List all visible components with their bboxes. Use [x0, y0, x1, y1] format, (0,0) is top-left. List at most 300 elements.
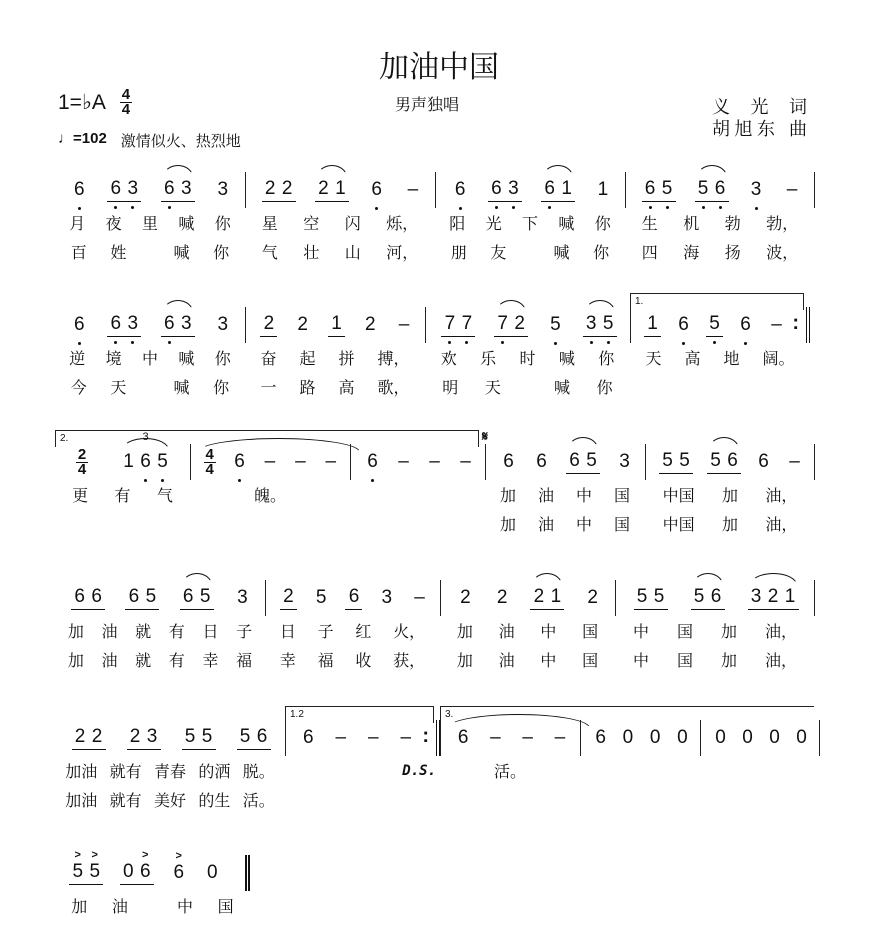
note-digit: 6	[256, 726, 268, 747]
lyric-syllable: 加	[67, 624, 84, 641]
note-group	[161, 178, 195, 202]
note-group	[214, 179, 231, 201]
accent-icon: >	[175, 850, 182, 862]
slur-arc	[693, 573, 723, 585]
note-group	[530, 586, 564, 610]
note-group	[647, 727, 664, 749]
lyric-line-2	[245, 237, 435, 266]
note-digit: 6	[163, 313, 175, 334]
note	[739, 727, 756, 749]
note	[107, 313, 124, 335]
note-digit: 6	[454, 179, 466, 200]
note-digit: 2	[533, 586, 545, 607]
measure-notes	[700, 720, 820, 756]
note-digit: 5	[199, 586, 211, 607]
note-group	[500, 451, 517, 473]
note-digit: 6	[569, 450, 580, 471]
measure	[245, 307, 425, 401]
volta-bracket: 1.	[630, 293, 804, 310]
lyric-syllable: 有	[114, 488, 131, 505]
lyric-syllable: 地	[723, 351, 740, 368]
low-octave-dot	[161, 479, 164, 482]
lyric-line-2	[425, 372, 630, 401]
sustain-dash	[519, 727, 536, 749]
note	[458, 313, 475, 335]
sustain-dash	[426, 451, 443, 473]
sustain-dash	[365, 727, 382, 749]
note	[279, 178, 296, 200]
time-signature	[120, 88, 132, 117]
note-group	[315, 178, 349, 202]
note-digit: 6	[371, 179, 382, 200]
note-group	[71, 586, 105, 610]
note-digit: 3	[217, 179, 229, 200]
note	[675, 314, 692, 336]
lyric-syllable: 空	[303, 216, 320, 233]
lyric-syllable: 就有	[109, 764, 142, 781]
note-digit: 5	[602, 313, 614, 334]
lyric-syllable: 加	[499, 488, 516, 505]
measure-notes	[350, 444, 485, 480]
sustain-dash	[411, 587, 428, 609]
lyric-syllable: 下	[521, 216, 538, 233]
note	[724, 450, 741, 472]
lyric-syllable: 中国	[662, 488, 695, 505]
note	[199, 726, 216, 748]
note-digit: 3	[217, 314, 229, 335]
note-group	[332, 727, 349, 749]
note-digit: 3	[180, 178, 192, 199]
note	[712, 727, 729, 749]
measure-notes	[55, 172, 245, 208]
low-octave-dot	[465, 341, 468, 344]
low-octave-dot	[459, 207, 462, 210]
note	[708, 586, 725, 608]
note-group	[793, 727, 810, 749]
lyric-syllable: 海	[683, 245, 700, 262]
note-digit: 6	[74, 586, 85, 607]
lyric-syllable: 歌，	[377, 380, 410, 397]
note	[142, 586, 159, 608]
note-digit: 5	[72, 861, 84, 882]
lyric-line-2	[265, 645, 440, 674]
lyric-line-2	[55, 509, 190, 538]
lyric-syllable: 美好	[153, 793, 186, 810]
lyric-syllable: 国	[613, 517, 630, 534]
note	[558, 178, 575, 200]
note-digit: 2	[297, 314, 308, 335]
note-group	[541, 178, 575, 202]
note	[674, 727, 691, 749]
expression-text: 激情似火、热烈地	[120, 133, 241, 150]
lyric-line-1	[615, 616, 815, 645]
note-digit: –	[335, 727, 347, 748]
lyric-syllable: 福	[236, 653, 253, 670]
lyric-syllable: 你	[213, 245, 230, 262]
low-octave-dot	[144, 479, 147, 482]
note	[161, 313, 178, 335]
note-digit: 0	[122, 861, 134, 882]
slur-arc	[163, 165, 193, 177]
note	[494, 587, 511, 609]
sustain-dash	[551, 727, 568, 749]
lyric-syllable: 阔。	[762, 351, 795, 368]
lyric-syllable: 山	[344, 245, 361, 262]
note-group	[659, 450, 693, 474]
measure-notes	[285, 720, 440, 756]
slur-arc	[496, 300, 526, 312]
note	[254, 726, 271, 748]
lyric-syllable: 你	[593, 245, 610, 262]
low-octave-dot	[168, 206, 171, 209]
lyric-syllable: 时	[519, 351, 536, 368]
note-digit: –	[789, 451, 800, 472]
lyric-line-1	[245, 208, 435, 237]
note-group	[234, 587, 251, 609]
lyric-syllable: 子	[317, 624, 334, 641]
low-octave-dot	[78, 342, 81, 345]
note	[647, 727, 664, 749]
note-group	[127, 726, 161, 750]
lyric-syllable: 加	[71, 899, 88, 916]
lyric-line-1	[580, 756, 700, 785]
performance-type: 男声独唱	[395, 97, 460, 114]
note-group	[262, 178, 296, 202]
low-octave-dot	[607, 341, 610, 344]
note	[161, 178, 178, 200]
note-digit: 5	[239, 726, 251, 747]
note-group	[107, 178, 141, 202]
lyric-syllable: 脱。	[242, 764, 275, 781]
note-group	[755, 451, 772, 473]
note-digit: 6	[740, 314, 751, 335]
low-octave-dot	[501, 341, 504, 344]
volta-bracket: 3.	[440, 706, 814, 723]
note-group	[768, 314, 785, 336]
low-octave-dot	[554, 342, 557, 345]
measure-notes	[645, 444, 815, 480]
note	[107, 178, 124, 200]
lyric-syllable: 扬	[724, 245, 741, 262]
lyric-line-2	[645, 509, 815, 538]
lyric-syllable: 中国	[662, 517, 695, 534]
note	[71, 586, 88, 608]
note	[89, 726, 106, 748]
note	[260, 313, 277, 335]
measure-notes	[440, 580, 615, 616]
time-numerator: 4	[205, 445, 214, 463]
note-digit: 6	[302, 727, 314, 748]
note	[455, 727, 472, 749]
note-digit: 5	[661, 178, 673, 199]
note-digit: –	[407, 179, 419, 200]
note-group	[592, 727, 609, 749]
staff-row-6	[55, 839, 250, 920]
lyric-line-1	[55, 480, 190, 509]
note-digit: 6	[457, 727, 469, 748]
lyric-syllable: 天	[110, 380, 127, 397]
lyric-syllable: 朋	[450, 245, 467, 262]
note-group	[368, 179, 385, 201]
lyric-syllable: 油	[498, 624, 515, 641]
lyric-syllable: 河，	[386, 245, 419, 262]
note-digit: 3	[127, 178, 139, 199]
slur-arc	[532, 573, 562, 585]
note	[345, 586, 362, 608]
note-group	[691, 586, 725, 610]
lyric-syllable: 你	[598, 351, 615, 368]
note-group	[292, 451, 309, 473]
lyric-syllable: 国	[676, 624, 693, 641]
lyric-syllable: 加	[720, 624, 737, 641]
lyric-syllable: 活。	[242, 793, 275, 810]
slur-arc	[182, 573, 212, 585]
staff-row-4	[55, 564, 815, 674]
note	[566, 450, 583, 472]
sustain-dash	[768, 314, 785, 336]
lyric-syllable: 友	[490, 245, 507, 262]
note-group	[396, 314, 413, 336]
staff-row-2	[55, 291, 810, 401]
lyric-line-2	[350, 509, 485, 538]
note-group	[706, 313, 723, 337]
note-digit: 0	[715, 727, 726, 748]
note	[315, 178, 332, 200]
note-digit: 3	[619, 451, 630, 472]
note-group	[362, 314, 379, 336]
lyric-syllable: 高	[338, 380, 355, 397]
lyric-syllable: 奋	[260, 351, 277, 368]
note	[619, 727, 636, 749]
measure	[440, 720, 580, 814]
lyric-syllable: 你	[214, 216, 231, 233]
note-digit: 6	[110, 313, 122, 334]
lyric-line-2	[630, 372, 810, 401]
sustain-dash	[397, 727, 414, 749]
note-digit: –	[400, 727, 412, 748]
note	[511, 313, 528, 335]
measure-notes	[55, 720, 285, 756]
note-group	[125, 586, 159, 610]
key-signature	[58, 88, 132, 117]
note-digit: 2	[514, 313, 525, 334]
slur-arc	[750, 573, 797, 585]
staff-row-5	[55, 704, 820, 814]
note-digit: 7	[444, 313, 456, 334]
note-digit: 5	[201, 726, 213, 747]
song-title: 加油中国	[379, 51, 499, 84]
note-digit: 5	[710, 450, 721, 471]
low-octave-dot	[131, 206, 134, 209]
note-group	[487, 727, 504, 749]
measure-notes	[425, 307, 630, 343]
lyric-syllable: 国	[613, 488, 630, 505]
lyric-line-1	[440, 756, 580, 785]
lyric-syllable: 里	[141, 216, 158, 233]
note-digit: 6	[758, 451, 769, 472]
note	[71, 314, 88, 336]
measure	[630, 307, 810, 401]
lyric-line-2	[485, 509, 645, 538]
note	[125, 586, 142, 608]
note-digit: 5	[550, 314, 561, 335]
note	[712, 178, 729, 200]
note-digit: 6	[710, 586, 722, 607]
measure	[350, 444, 485, 538]
note	[500, 451, 517, 473]
lyric-line-2	[55, 645, 265, 674]
note-digit: 5	[697, 178, 709, 199]
note	[300, 727, 317, 749]
lyric-syllable: 喊	[558, 216, 575, 233]
note-group	[494, 313, 528, 337]
note-digit: 0	[796, 727, 807, 748]
lyric-syllable: 加	[67, 653, 84, 670]
note-digit: 2	[767, 586, 779, 607]
lyric-line-1	[55, 616, 265, 645]
note	[234, 587, 251, 609]
note	[137, 451, 154, 473]
note-digit: –	[414, 587, 425, 608]
lyric-line-1	[265, 616, 440, 645]
note-digit: 0	[649, 727, 661, 748]
slur-arc	[568, 437, 598, 449]
note-group	[365, 727, 382, 749]
note-digit: 0	[206, 862, 218, 883]
note-digit: –	[429, 451, 440, 472]
note-group	[260, 313, 277, 337]
lyric-line-2	[245, 372, 425, 401]
lyric-line-2	[440, 785, 580, 814]
lyric-syllable: 有	[168, 653, 185, 670]
lyric-syllable: 就	[135, 624, 152, 641]
note	[441, 313, 458, 335]
note-digit: 6	[678, 314, 689, 335]
note-digit: 5	[709, 313, 720, 334]
lyric-syllable: 路	[299, 380, 316, 397]
time-numerator: 4	[121, 86, 131, 103]
lyric-line-1	[435, 208, 625, 237]
note	[69, 849, 86, 883]
sustain-dash	[404, 179, 421, 201]
lyric-syllable: 生	[641, 216, 658, 233]
low-octave-dot	[495, 206, 498, 209]
note-digit: 3	[180, 313, 192, 334]
lyric-syllable: 你	[214, 351, 231, 368]
note-group	[441, 313, 475, 337]
note-group	[533, 451, 550, 473]
lyric-syllable: 福	[317, 653, 334, 670]
note-digit: 2	[74, 726, 86, 747]
accent-icon: >	[91, 849, 98, 861]
lyric-syllable: 喊	[173, 380, 190, 397]
note-digit: 1	[647, 313, 658, 334]
note-group	[748, 586, 799, 610]
note-digit: 5	[89, 861, 101, 882]
note	[488, 178, 505, 200]
lyric-syllable: 中	[575, 488, 592, 505]
lyric-syllable: 你	[213, 380, 230, 397]
measure	[700, 720, 820, 814]
time-signature	[76, 445, 88, 478]
note	[313, 587, 330, 609]
note-digit: –	[398, 451, 409, 472]
note	[547, 314, 564, 336]
note	[137, 849, 154, 883]
note	[748, 586, 765, 608]
note	[594, 179, 611, 201]
lyric-line-2	[55, 785, 285, 814]
lyric-syllable: 搏，	[377, 351, 410, 368]
note-group	[707, 450, 741, 474]
lyric-syllable: 气	[156, 488, 173, 505]
measure	[55, 720, 285, 814]
note-group	[457, 587, 474, 609]
lyric-syllable: 活。	[493, 764, 526, 781]
note-group	[644, 313, 661, 337]
sustain-dash	[292, 451, 309, 473]
note-digit: –	[295, 451, 306, 472]
note-group	[547, 314, 564, 336]
lyric-syllable: 油，	[764, 653, 797, 670]
note-group	[457, 451, 474, 473]
note	[707, 450, 724, 472]
note-digit: 6	[182, 586, 194, 607]
fraction-line	[76, 462, 88, 463]
note-group	[170, 850, 187, 884]
lyric-line-2	[190, 509, 350, 538]
lyric-syllable: 姓	[110, 245, 127, 262]
lyric-syllable: 喊	[178, 216, 195, 233]
measure-notes	[245, 172, 435, 208]
note-group	[426, 451, 443, 473]
note-group	[328, 313, 345, 337]
note-digit: 6	[348, 586, 360, 607]
lyric-syllable: 喊	[558, 351, 575, 368]
note-digit: 0	[769, 727, 780, 748]
lyric-line-1	[645, 480, 815, 509]
note-group	[766, 727, 783, 749]
measure	[245, 172, 435, 266]
slur-arc	[697, 165, 727, 177]
measure-notes	[55, 580, 265, 616]
lyric-line-1	[425, 343, 630, 372]
note	[294, 314, 311, 336]
note-group	[404, 179, 421, 201]
note-digit: 5	[679, 450, 690, 471]
lyric-syllable: 魄。	[253, 488, 286, 505]
note-group	[322, 451, 339, 473]
lyric-syllable: 高	[684, 351, 701, 368]
low-octave-dot	[448, 341, 451, 344]
note-group	[784, 179, 801, 201]
lyric-syllable: 加油	[65, 793, 98, 810]
low-octave-dot	[512, 206, 515, 209]
low-octave-dot	[719, 206, 722, 209]
lyric-syllable: 壮	[303, 245, 320, 262]
measure	[55, 580, 265, 674]
volta-bracket: 2.	[55, 430, 479, 447]
note-digit: 1	[331, 313, 342, 334]
note	[659, 178, 676, 200]
lyric-syllable: 喊	[553, 245, 570, 262]
time-signature	[204, 445, 216, 478]
measure-notes	[615, 580, 815, 616]
note	[332, 178, 349, 200]
measure-notes	[55, 849, 250, 891]
lyric-syllable: 中	[575, 517, 592, 534]
measure	[580, 720, 700, 814]
